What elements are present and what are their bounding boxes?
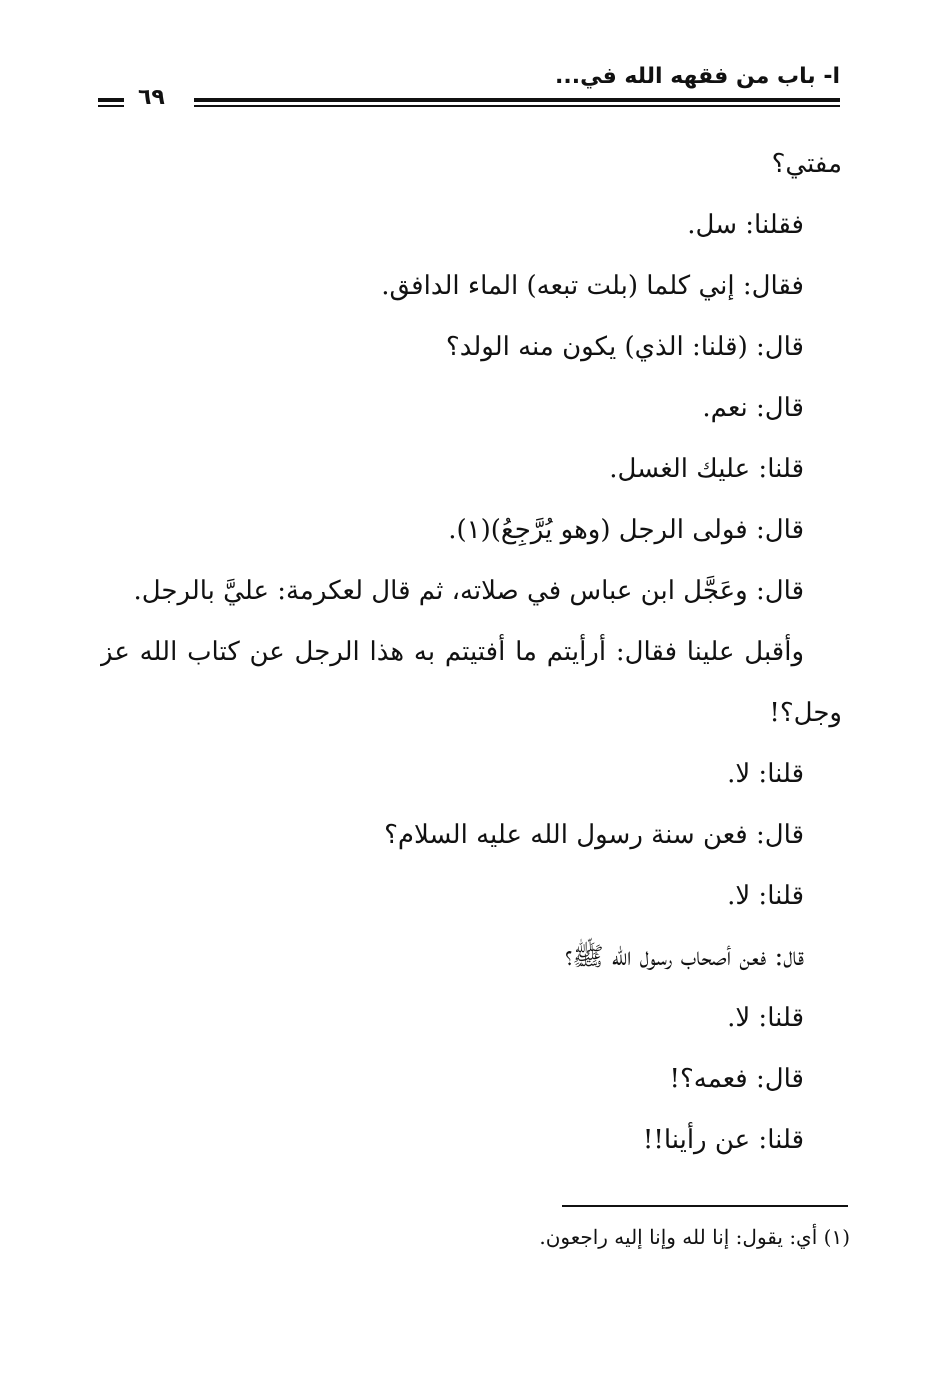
running-header: ا- باب من فقهه الله في...: [555, 64, 840, 89]
page-number: ٦٩: [138, 85, 165, 110]
text-line: قال: فولى الرجل (وهو يُرَّجِعُ)(١).: [448, 515, 804, 545]
text-line: فقال: إني كلما (بلت تبعه) الماء الدافق.: [381, 271, 804, 301]
footnote-separator: [562, 1205, 848, 1207]
page-number-rule-thick: [98, 98, 124, 102]
text-line: قلنا: لا.: [727, 1003, 804, 1033]
text-line: مفتي؟: [771, 149, 842, 179]
header-rule-thick: [194, 98, 840, 102]
text-line: قال: فعمه؟!: [669, 1064, 804, 1094]
text-line: قلنا: لا.: [727, 759, 804, 789]
footnote: (١) أي: يقول: إنا لله وإنا إليه راجعون.: [539, 1225, 850, 1249]
text-line: قال: فعن أصحاب رسول الله ﷺ؟: [565, 942, 804, 972]
text-line: قلنا: عليك الغسل.: [609, 454, 804, 484]
text-line: وأقبل علينا فقال: أرأيتم ما أفتيتم به هذا الرجل عن كتاب الله عز: [100, 637, 804, 667]
page-number-rule-thin: [98, 105, 124, 107]
text-line: قلنا: عن رأينا!!: [642, 1125, 804, 1155]
text-line: قال: فعن سنة رسول الله عليه السلام؟: [384, 820, 804, 850]
text-line: قال: وعَجَّل ابن عباس في صلاته، ثم قال لعكرمة: عليَّ بالرجل.: [133, 576, 804, 606]
text-line: وجل؟!: [769, 698, 842, 728]
text-line: قلنا: لا.: [727, 881, 804, 911]
body-text: [100, 134, 842, 1171]
text-line: قال: نعم.: [702, 393, 804, 423]
text-line: قال: (قلنا: الذي) يكون منه الولد؟: [445, 332, 804, 362]
text-line: فقلنا: سل.: [687, 210, 804, 240]
header-rule-thin: [194, 105, 840, 107]
